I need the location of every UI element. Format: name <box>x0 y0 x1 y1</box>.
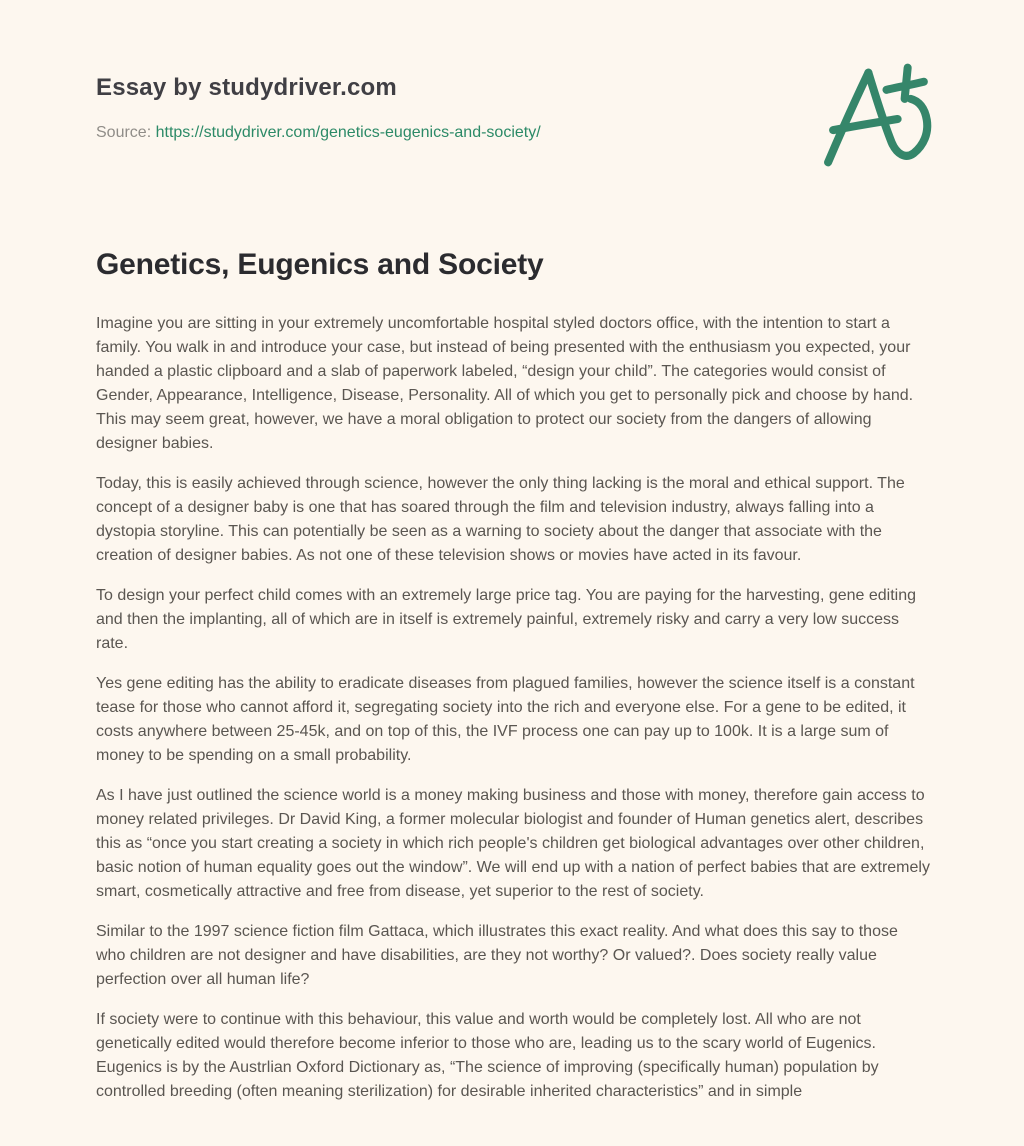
essay-paragraph: If society were to continue with this behaviour, this value and worth would be completely lost. All who are not genetically edited would therefore become inferior to those who are, leading us to the scary world of Eugenics. Eugenics is by the Austrlian Oxford Dictionary as, “The science of improving (specifically human) population by controlled breeding (often meaning sterilization) for desirable inherited characteristics” and in simple <box>96 1011 879 1100</box>
source-line <box>96 124 928 142</box>
essay-paragraph: Today, this is easily achieved through science, however the only thing lacking is the moral and ethical support. The concept of a designer baby is one that has soared through the film and television industry, always falling into a dystopia storyline. This can potentially be seen as a warning to society about the danger that associate with the creation of designer babies. As not one of these television shows or movies have acted in its favour. <box>96 475 905 564</box>
essay-body <box>96 312 932 1104</box>
essay-paragraph: To design your perfect child comes with an extremely large price tag. You are paying for the harvesting, gene editing and then the implanting, all of which are in itself is extremely painful, extremely risky and carry a very low success rate. <box>96 587 917 652</box>
essay-title: Genetics, Eugenics and Society <box>96 248 544 281</box>
essay-paragraph: Similar to the 1997 science fiction film Gattaca, which illustrates this exact reality. And what does this say to those who children are not designer and have disabilities, are they not worthy? Or valued?. Does society really value perfection over all human life? <box>96 923 898 988</box>
essay-content <box>0 248 1024 1104</box>
essay-paragraph: As I have just outlined the science world is a money making business and those with money, therefore gain access to money related privileges. Dr David King, a former molecular biologist and founder of Human genetics alert, describes this as “once you start creating a society in which rich people's children get biological advantages over other children, basic notion of human equality goes out the window”. We will end up with a nation of perfect babies that are extremely smart, cosmetically attractive and free from disease, yet superior to the rest of society. <box>96 787 930 900</box>
page-header <box>0 0 1024 142</box>
source-label: Source: <box>96 124 152 141</box>
page-title: Essay by studydriver.com <box>96 74 397 101</box>
source-link[interactable]: https://studydriver.com/genetics-eugenics-and-society/ <box>155 124 541 141</box>
essay-paragraph: Yes gene editing has the ability to eradicate diseases from plagued families, however the science itself is a constant tease for those who cannot afford it, segregating society into the rich and everyone else. For a gene to be edited, it costs anywhere between 25-45k, and on top of this, the IVF process one can pay up to 100k. It is a large sum of money to be spending on a small probability. <box>96 675 915 764</box>
essay-paragraph: Imagine you are sitting in your extremely uncomfortable hospital styled doctors office, with the intention to start a family. You walk in and introduce your case, but instead of being presented with the enthusiasm you expected, your handed a plastic clipboard and a slab of paperwork labeled, “design your child”. The categories would consist of Gender, Appearance, Intelligence, Disease, Personality. All of which you get to personally pick and choose by hand. This may seem great, however, we have a moral obligation to protect our society from the dangers of allowing designer babies. <box>96 315 914 452</box>
studydriver-a-plus-logo-icon <box>816 60 952 172</box>
